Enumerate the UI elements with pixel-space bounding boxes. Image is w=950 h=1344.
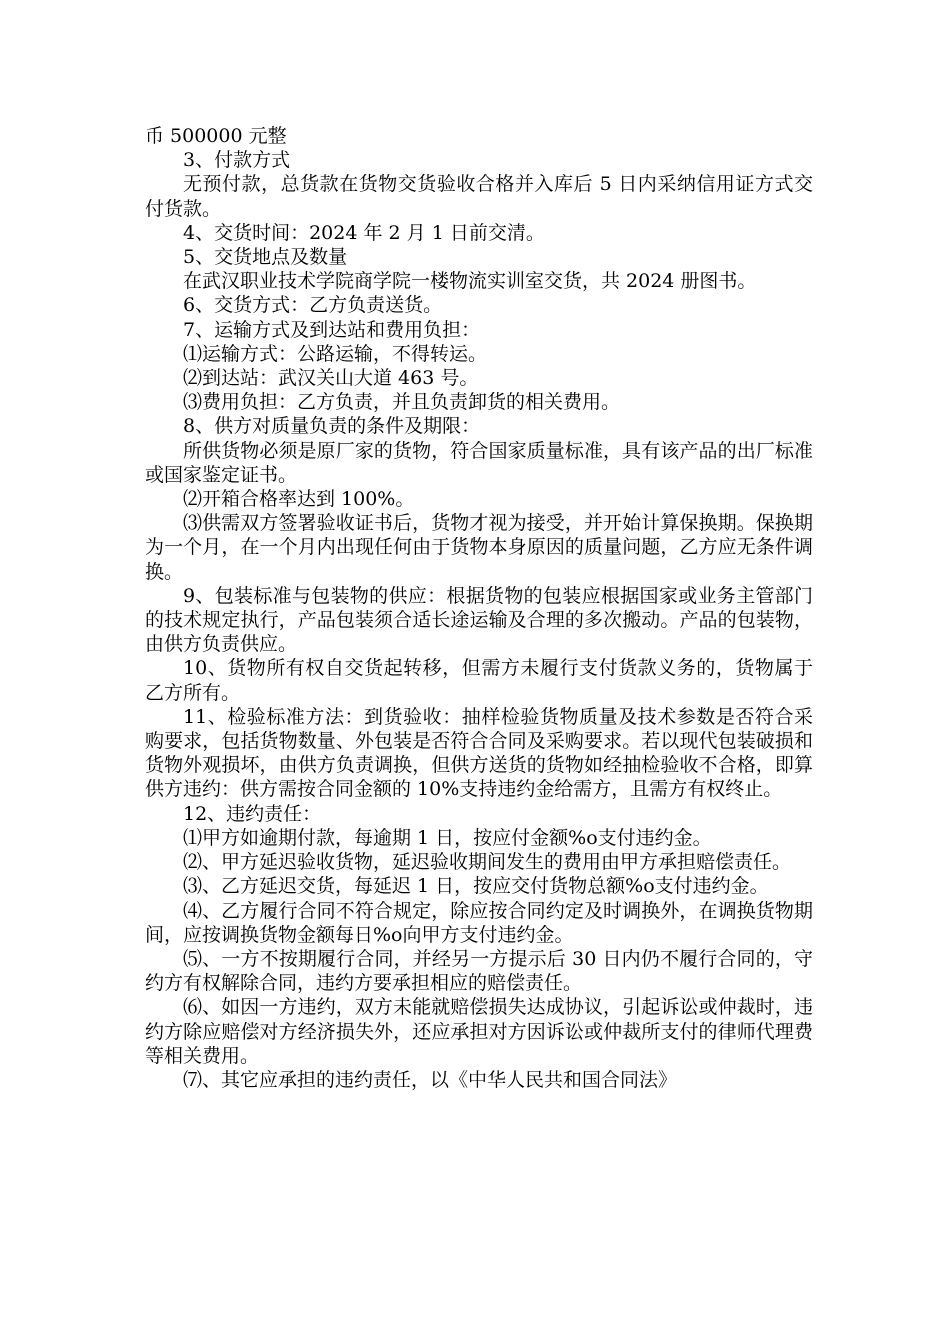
paragraph: 5、交货地点及数量: [183, 246, 348, 269]
document-page: [145, 124, 813, 1092]
paragraph: 币 500000 元整: [145, 125, 287, 147]
paragraph: ⑷、乙方履行合同不符合规定，除应按合同约定及时调换外，在调换货物期间，应按调换货物金额每日%o向甲方支付违约金。: [145, 899, 813, 946]
paragraph: 7、运输方式及到达站和费用负担：: [183, 318, 481, 341]
paragraph: 12、违约责任：: [183, 802, 322, 825]
paragraph: ⑶费用负担：乙方负责，并且负责卸货的相关费用。: [183, 391, 621, 414]
paragraph: 在武汉职业技术学院商学院一楼物流实训室交货，共 2024 册图书。: [183, 270, 757, 293]
paragraph: 4、交货时间：2024 年 2 月 1 日前交清。: [183, 221, 545, 244]
paragraph: ⑴甲方如逾期付款，每逾期 1 日，按应付金额%o支付违约金。: [183, 826, 712, 849]
paragraph: ⑶供需双方签署验收证书后，货物才视为接受，并开始计算保换期。保换期为一个月，在一个月内出现任何由于货物本身原因的质量问题，乙方应无条件调换。: [145, 512, 813, 583]
paragraph: 9、包装标准与包装物的供应：根据货物的包装应根据国家或业务主管部门的技术规定执行，产品包装须合适长途运输及合理的多次搬动。产品的包装物，由供方负责供应。: [145, 584, 813, 656]
paragraph: ⑸、一方不按期履行合同，并经另一方提示后 30 日内仍不履行合同的，守约方有权解除合同，违约方要承担相应的赔偿责任。: [145, 947, 813, 995]
paragraph: ⑶、乙方延迟交货，每延迟 1 日，按应交付货物总额%o支付违约金。: [183, 875, 769, 898]
paragraph: ⑹、如因一方违约，双方未能就赔偿损失达成协议，引起诉讼或仲裁时，违约方除应赔偿对方经济损失外，还应承担对方因诉讼或仲裁所支付的律师代理费等相关费用。: [145, 996, 813, 1067]
paragraph: ⑴运输方式：公路运输，不得转运。: [183, 342, 488, 365]
paragraph: ⑺、其它应承担的违约责任，以《中华人民共和国合同法》: [183, 1068, 678, 1091]
paragraph: ⑵开箱合格率达到 100%。: [183, 488, 415, 511]
paragraph: 所供货物必须是原厂家的货物，符合国家质量标准，具有该产品的出厂标准或国家鉴定证书。: [145, 439, 813, 486]
paragraph: 3、付款方式: [183, 149, 291, 172]
paragraph: 6、交货方式：乙方负责送货。: [183, 294, 443, 317]
paragraph: ⑵到达站：武汉关山大道 463 号。: [183, 367, 479, 390]
paragraph: 无预付款，总货款在货物交货验收合格并入库后 5 日内采纳信用证方式交付货款。: [145, 173, 813, 220]
paragraph: 11、检验标准方法：到货验收：抽样检验货物质量及技术参数是否符合采购要求，包括货物数量、外包装是否符合合同及采购要求。若以现代包装破损和货物外观损坏，由供方负责调换，但供方送货的货物如经抽检验收不合格，即算供方违约：供方需按合同金额的 10%支持违约金给需方，且需方有权终止。: [145, 705, 813, 801]
paragraph: 10、货物所有权自交货起转移，但需方未履行支付货款义务的，货物属于乙方所有。: [145, 657, 813, 704]
paragraph: ⑵、甲方延迟验收货物，延迟验收期间发生的费用由甲方承担赔偿责任。: [183, 851, 792, 874]
paragraph: 8、供方对质量负责的条件及期限：: [183, 415, 481, 438]
